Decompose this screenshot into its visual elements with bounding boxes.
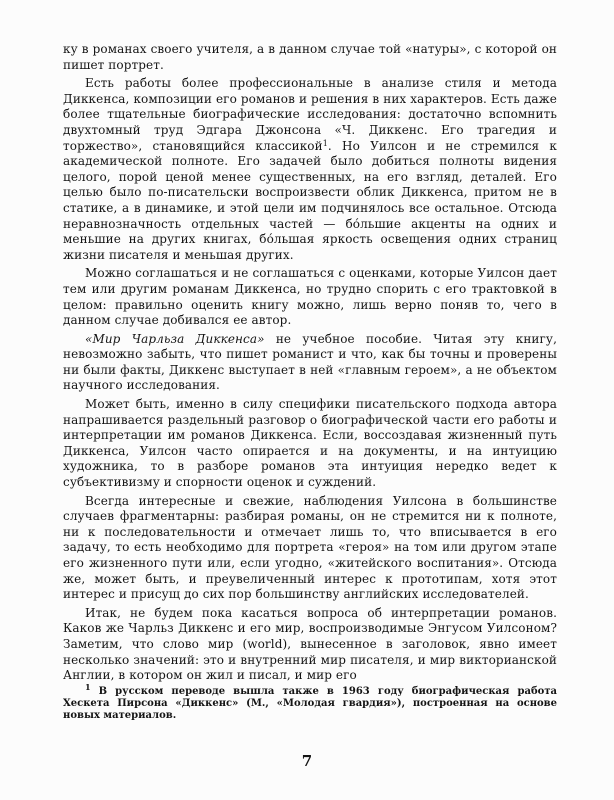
footnote-text: В русском переводе вышла также в 1963 году биографическая работа Хескета Пирсона «Диккенс» (М., «Молодая гвардия»), построенная на основе новых материалов. <box>63 686 557 721</box>
paragraph: Всегда интересные и свежие, наблюдения Уилсона в большинстве случаев фрагментарны: разбирая романы, он не стремится ни к полноте, ни к последовательности и отмечает лишь то, что вписывается в его задачу, то есть необходимо для портрета «героя» на том или другом этапе его жизненного пути или, если угодно, «житейского воспитания». Отсюда же, может быть, и преувеличенный интерес к прототипам, хотя этот интерес и присущ до сих пор большинству английских исследователей. <box>63 493 557 602</box>
main-text <box>63 42 557 684</box>
paragraph: Может быть, именно в силу специфики писательского подхода автора напрашивается раздельный разговор о биографической части его работы и интерпретации им романов Диккенса. Если, воссоздавая жизненный путь Диккенса, Уилсон часто опирается и на документы, и на интуицию художника, то в разборе романов эта интуиция нередко ведет к субъективизму и спорности оценок и суждений. <box>63 397 557 490</box>
paragraph: Можно соглашаться и не соглашаться с оценками, которые Уилсон дает тем или другим романам Диккенса, но трудно спорить с его трактовкой в целом: правильно оценить книгу можно, лишь верно поняв то, чего в данном случае добивался ее автор. <box>63 266 557 328</box>
paragraph-continuation: ку в романах своего учителя, а в данном случае той «натуры», с которой он пишет портрет. <box>63 42 557 72</box>
page-number: 7 <box>301 752 313 770</box>
paragraph: Итак, не будем пока касаться вопроса об интерпретации романов. Каков же Чарльз Диккенс и его мир, воспроизводимые Энгусом Уилсоном? Заметим, что слово мир (world), вынесенное в заголовок, явно имеет несколько значений: это и внутренний мир писателя, и мир викторианской Англии, в котором он жил и писал, и мир его <box>63 605 557 683</box>
footnote <box>63 682 557 722</box>
paragraph: «Мир Чарльза Диккенса» не учебное пособие. Читая эту книгу, невозможно забыть, что пишет романист и что, как бы точны и проверены ни были факты, Диккенс выступает в ней «главным героем», а не объектом научного исследования. <box>63 331 557 393</box>
book-title: «Мир Чарльза Диккенса» <box>85 331 265 346</box>
footnote-marker: 1 <box>85 682 91 692</box>
footnote-reference: 1 <box>322 138 328 148</box>
paragraph: Есть работы более профессиональные в анализе стиля и метода Диккенса, композиции его романов и решения в них характеров. Есть даже более тщательные биографические исследования: достаточно вспомнить двухтомный труд Эдгара Джонсона «Ч. Диккенс. Его трагедия и торжество», становящийся классикой$^1$. Но Уилсон и не стремился к академической полноте. Его задачей было добиться полноты видения целого, порой ценой менее существенных, на его взгляд, деталей. Его целью было по-писательски воспроизвести облик Диккенса, притом не в статике, а в динамике, и этой цели им подчинялось все остальное. Отсюда неравнозначность отдельных частей — бо́льшие акценты на одних и меньшие на других книгах, бо́льшая яркость освещения одних страниц жизни писателя и меньшая других. <box>63 76 557 262</box>
